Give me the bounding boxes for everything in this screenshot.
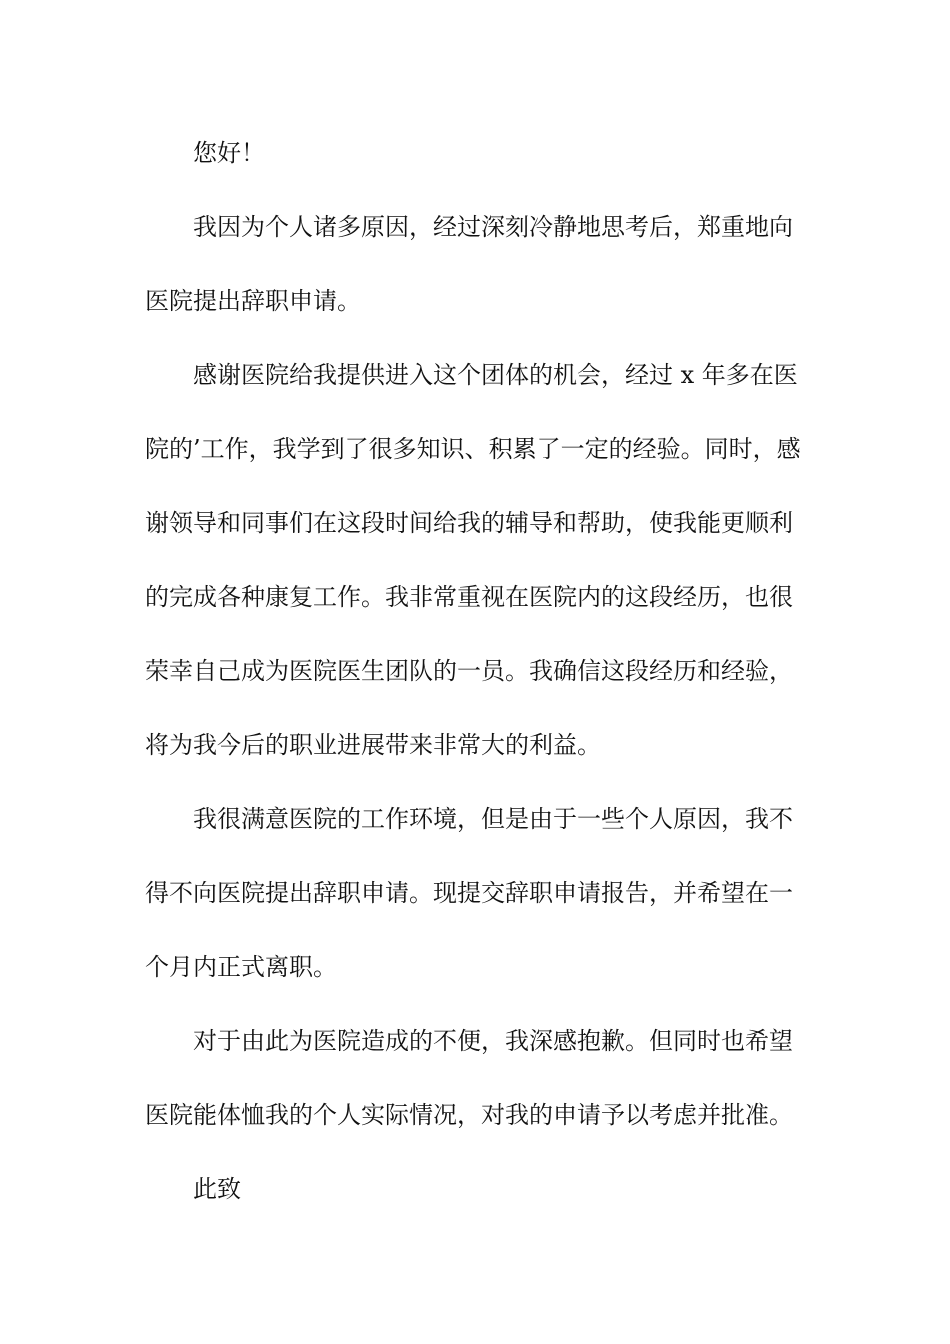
text-line: 您好！ xyxy=(193,139,265,167)
text-line: 医院能体恤我的个人实际情况，对我的申请予以考虑并批准。 xyxy=(145,1101,793,1129)
closing-paragraph xyxy=(145,1152,810,1226)
text-line: 的完成各种康复工作。我非常重视在医院内的这段经历，也很 xyxy=(145,583,793,611)
text-line: 谢领导和同事们在这段时间给我的辅导和帮助，使我能更顺利 xyxy=(145,509,793,537)
text-line: 得不向医院提出辞职申请。现提交辞职申请报告，并希望在一 xyxy=(145,879,793,907)
text-line: 院的’工作，我学到了很多知识、积累了一定的经验。同时，感 xyxy=(145,435,801,463)
text-line: 此致 xyxy=(193,1175,241,1203)
thanks-paragraph xyxy=(145,338,810,782)
text-line: 医院提出辞职申请。 xyxy=(145,287,361,315)
text-line: 将为我今后的职业进展带来非常大的利益。 xyxy=(145,731,601,759)
text-line: 我很满意医院的工作环境，但是由于一些个人原因，我不 xyxy=(193,805,793,833)
text-line: 个月内正式离职。 xyxy=(145,953,337,981)
text-line: 感谢医院给我提供进入这个团体的机会，经过 x 年多在医 xyxy=(193,361,798,389)
greeting-paragraph xyxy=(145,116,810,190)
text-line: 对于由此为医院造成的不便，我深感抱歉。但同时也希望 xyxy=(193,1027,793,1055)
intro-paragraph xyxy=(145,190,810,338)
text-line: 荣幸自己成为医院医生团队的一员。我确信这段经历和经验， xyxy=(145,657,793,685)
text-line: 我因为个人诸多原因，经过深刻冷静地思考后，郑重地向 xyxy=(193,213,793,241)
apology-paragraph xyxy=(145,1004,810,1152)
letter-body xyxy=(145,116,810,1226)
reason-paragraph xyxy=(145,782,810,1004)
